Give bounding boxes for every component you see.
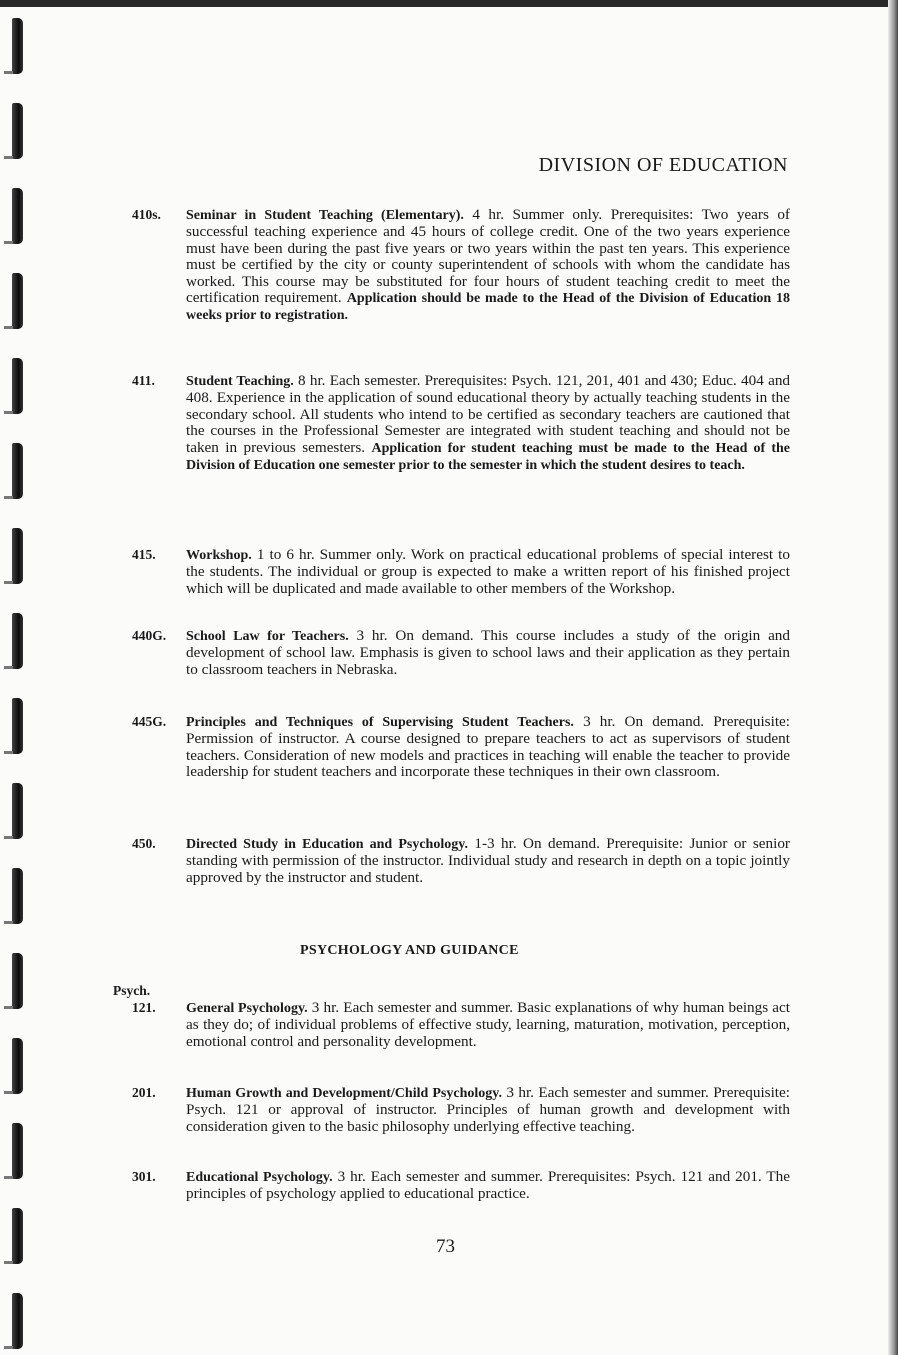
department-label: Psych. [113,983,151,998]
course-entry [132,714,790,781]
course-title: Principles and Techniques of Supervising Student Teachers. [186,715,574,730]
course-text: 1 to 6 hr. Summer only. Work on practical educational problems of special interest to the students. The individual or group is expected to make a written report of his finished project which will be duplicated and made available to other members of the Workshop. [186,546,790,597]
course-description [186,207,790,325]
binding-ring [12,1293,23,1349]
course-text: 3 hr. Each semester and summer. Basic explanations of why human beings act as they do; of individual problems of effective study, learning, maturation, motivation, perception, emotional control and personality development. [186,999,790,1050]
course-text: 3 hr. On demand. Prerequisite: Permission of instructor. A course designed to prepare teachers to act as supervisors of student teachers. Consideration of new models and practices in teaching will enable the teacher to provide leadership for student teachers and incorporate these techniques in their own classroom. [186,713,790,781]
course-text: 3 hr. On demand. This course includes a study of the origin and development of school law. Emphasis is given to school laws and their application as they pertain to classroom teachers in Nebraska. [186,627,790,678]
course-title: Student Teaching. [186,374,294,389]
page-header: DIVISION OF EDUCATION [538,154,788,176]
course-description [186,1000,790,1050]
course-number: 121. [132,1000,156,1015]
binding-ring [12,103,23,159]
course-entry [132,207,790,325]
binding-ring [12,698,23,754]
binding-ring [12,273,23,329]
course-entry [132,1085,790,1135]
top-border [0,0,898,7]
course-description [186,836,790,886]
course-entry [132,547,790,597]
binding-ring [12,358,23,414]
binding-ring [12,18,23,74]
binding-ring [12,868,23,924]
course-description [186,547,790,597]
course-entry [132,373,790,474]
course-title: General Psychology. [186,1001,308,1016]
section-heading: PSYCHOLOGY AND GUIDANCE [300,943,519,958]
binding-ring [12,613,23,669]
binding-ring [12,783,23,839]
binding-ring [12,1123,23,1179]
course-title: Workshop. [186,548,252,563]
course-text: 3 hr. Each semester and summer. Prerequisite: Psych. 121 or approval of instructor. Principles of human growth and development with consideration given to the basic philosophy underlying effective teaching. [186,1084,790,1135]
course-text: 4 hr. Summer only. Prerequisites: Two years of successful teaching experience and 45 hours of college credit. One of the two years experience must have been during the past five years or two years within the past ten years. This experience must be certified by the city or county superintendent of schools with whom the candidate has worked. This course may be substituted for four hours of student teaching credit to meet the certification requirement. [186,206,790,307]
course-title: Directed Study in Education and Psychology. [186,837,468,852]
course-number: 445G. [132,714,167,729]
course-title: Human Growth and Development/Child Psychology. [186,1086,502,1101]
course-title: Seminar in Student Teaching (Elementary). [186,208,464,223]
binding-ring [12,1038,23,1094]
course-text: 8 hr. Each semester. Prerequisites: Psych. 121, 201, 401 and 430; Educ. 404 and 408. Experience in the application of sound educational theory by actually teaching students in the secondary school. All students who intend to be certified as secondary teachers are cautioned that the courses in the Professional Semester are integrated with student teaching and should not be taken in previous semesters. [186,372,791,456]
course-text: 1-3 hr. On demand. Prerequisite: Junior or senior standing with permission of the instructor. Individual study and research in depth on a topic jointly approved by the instructor and student. [186,835,790,886]
binding-ring [12,953,23,1009]
course-title: School Law for Teachers. [186,629,349,644]
course-number: 201. [132,1085,156,1100]
course-number: 411. [132,373,155,388]
course-number: 450. [132,836,156,851]
course-description [186,1169,790,1203]
page-edge-shadow [888,0,898,1355]
course-description [186,628,790,678]
course-number: 410s. [132,207,161,222]
course-note: Application for student teaching must be made to the Head of the Division of Education one semester prior to the semester in which the student desires to teach. [186,440,790,474]
binding-ring [12,528,23,584]
spiral-binding [0,0,40,1355]
course-description [186,1085,790,1135]
course-entry [132,1169,790,1203]
course-text: 3 hr. Each semester and summer. Prerequisites: Psych. 121 and 201. The principles of psychology applied to educational practice. [186,1168,791,1203]
course-description [186,714,790,781]
binding-ring [12,443,23,499]
course-description [186,373,790,474]
course-title: Educational Psychology. [186,1170,333,1185]
course-number: 415. [132,547,156,562]
course-number: 301. [132,1169,156,1184]
binding-ring [12,188,23,244]
page-number: 73 [436,1236,455,1257]
course-number: 440G. [132,628,167,643]
course-entry [132,836,790,886]
binding-ring [12,1208,23,1264]
course-note: Application should be made to the Head of the Division of Education 18 weeks prior to registration. [186,291,790,324]
course-entry [132,628,790,678]
course-entry [132,1000,790,1050]
